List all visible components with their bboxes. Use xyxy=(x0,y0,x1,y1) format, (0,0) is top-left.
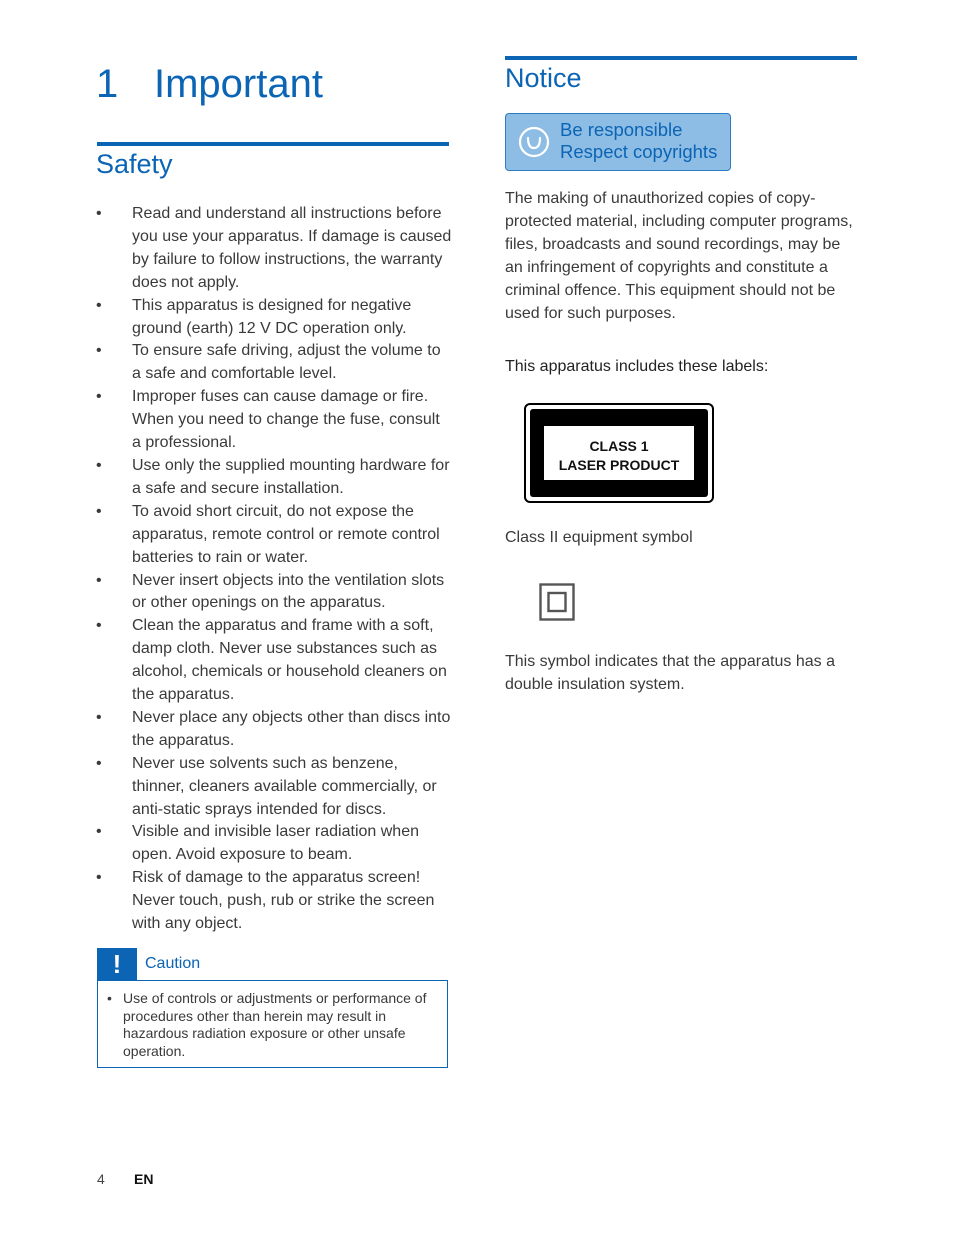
safety-item xyxy=(96,615,452,707)
safety-item-text: Use only the supplied mounting hardware for a safe and secure installation. xyxy=(132,456,450,497)
caution-label: Caution xyxy=(145,955,201,972)
labels-intro: This apparatus includes these labels: xyxy=(505,358,769,375)
safety-item-text: Never place any objects other than discs into the apparatus. xyxy=(132,708,451,749)
notice-title: Notice xyxy=(505,63,582,93)
safety-item xyxy=(96,707,452,753)
safety-item-text: To avoid short circuit, do not expose the apparatus, remote control or remote control batteries to rain or water. xyxy=(132,502,440,566)
safety-item xyxy=(96,340,452,386)
safety-item-text: Improper fuses can cause damage or fire. When you need to change the fuse, consult a professional. xyxy=(132,388,440,452)
safety-item xyxy=(96,455,452,501)
safety-item-text: Clean the apparatus and frame with a soft, damp cloth. Never use substances such as alcohol, chemicals or household cleaners on the apparatus. xyxy=(132,617,447,704)
laser-product-label xyxy=(524,403,714,503)
laser-label-line-2: LASER PRODUCT xyxy=(558,457,680,473)
class2-description: This symbol indicates that the apparatus has a double insulation system. xyxy=(505,653,835,693)
safety-list xyxy=(96,203,452,936)
bullet-icon: • xyxy=(96,388,102,406)
safety-item-text: Read and understand all instructions before you use your apparatus. If damage is caused by failure to follow instructions, the warranty does not apply. xyxy=(132,205,452,291)
badge-line-2: Respect copyrights xyxy=(560,141,718,162)
safety-rule xyxy=(97,142,449,146)
page-number: 4 xyxy=(97,1171,105,1187)
bullet-icon: • xyxy=(107,990,112,1006)
bullet-icon: • xyxy=(96,823,102,841)
badge-line-1: Be responsible xyxy=(560,119,683,140)
copyright-badge xyxy=(505,113,731,171)
safety-item xyxy=(96,295,452,341)
bullet-icon: • xyxy=(96,296,102,314)
language-code: EN xyxy=(134,1171,154,1187)
caution-header xyxy=(97,948,450,980)
bullet-icon: • xyxy=(96,617,102,635)
bullet-icon: • xyxy=(96,708,102,726)
bullet-icon: • xyxy=(96,502,102,520)
class-ii-symbol-icon xyxy=(539,583,575,621)
exclamation-icon: ! xyxy=(97,948,137,980)
safety-item xyxy=(96,203,452,295)
bullet-icon: • xyxy=(96,342,102,360)
safety-item xyxy=(96,570,452,616)
caution-item xyxy=(107,990,435,1061)
safety-title: Safety xyxy=(96,149,173,179)
smile-icon xyxy=(518,126,550,158)
chapter-heading: Important xyxy=(154,62,323,106)
laser-label-line-1: CLASS 1 xyxy=(589,438,649,454)
safety-item xyxy=(96,867,452,936)
safety-item xyxy=(96,821,452,867)
safety-item xyxy=(96,501,452,570)
caution-text: Use of controls or adjustments or performance of procedures other than herein may result in hazardous radiation exposure or other unsafe operation. xyxy=(123,990,427,1060)
safety-item xyxy=(96,386,452,455)
safety-item-text: To ensure safe driving, adjust the volume to a safe and comfortable level. xyxy=(132,342,441,383)
safety-item-text: Never insert objects into the ventilation slots or other openings on the apparatus. xyxy=(132,571,445,612)
class2-caption: Class II equipment symbol xyxy=(505,529,693,546)
chapter-number: 1 xyxy=(96,62,119,106)
chapter-title xyxy=(96,62,323,107)
safety-item xyxy=(96,753,452,822)
badge-text xyxy=(560,119,717,163)
bullet-icon: • xyxy=(96,205,102,222)
caution-box xyxy=(97,980,448,1068)
bullet-icon: • xyxy=(96,754,102,772)
safety-item-text: Risk of damage to the apparatus screen! Never touch, push, rub or strike the screen with any object. xyxy=(132,869,435,933)
bullet-icon: • xyxy=(96,456,102,474)
safety-item-text: Never use solvents such as benzene, thinner, cleaners available commercially, or anti-static sprays intended for discs. xyxy=(132,754,437,818)
bullet-icon: • xyxy=(96,869,102,887)
safety-item-text: Visible and invisible laser radiation when open. Avoid exposure to beam. xyxy=(132,823,419,864)
copyright-paragraph: The making of unauthorized copies of copy-protected material, including computer programs, files, broadcasts and sound recordings, may be an infringement of copyrights and constitute a criminal offence. This equipment should not be used for such purposes. xyxy=(505,190,853,322)
notice-rule xyxy=(505,56,857,60)
bullet-icon: • xyxy=(96,571,102,589)
safety-item-text: This apparatus is designed for negative ground (earth) 12 V DC operation only. xyxy=(132,296,412,337)
